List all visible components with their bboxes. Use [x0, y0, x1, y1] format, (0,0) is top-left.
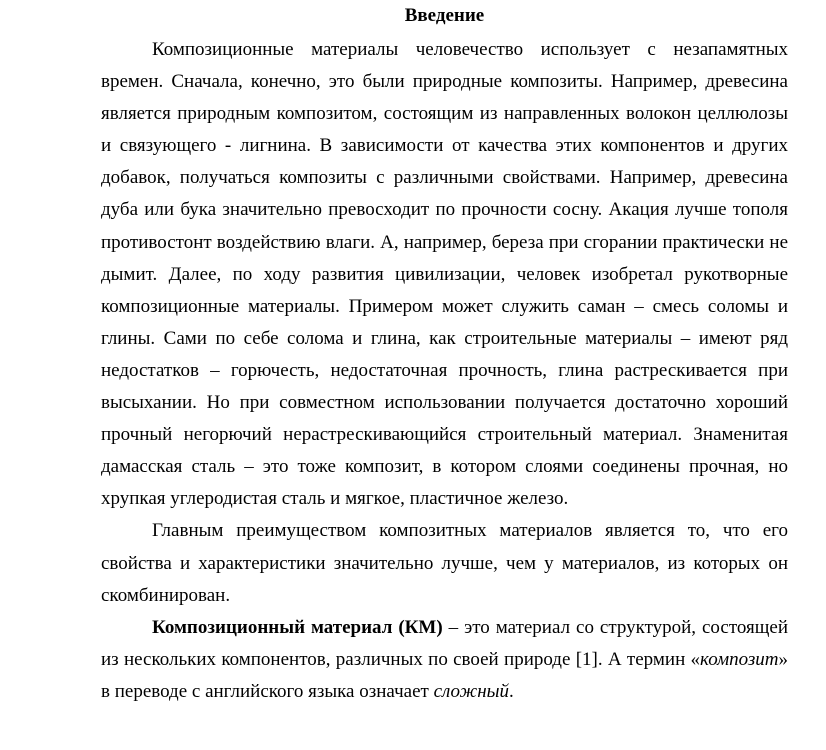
paragraph-advantage: Главным преимуществом композитных материалов является то, что его свойства и характеристики значительно лучше, чем у материалов, из которых он скомбинирован.: [101, 520, 788, 606]
document-title: Введение: [404, 5, 485, 26]
document-page: [101, 0, 788, 708]
defined-term: Композиционный материал (КМ): [152, 616, 443, 638]
paragraph-intro: Композиционные материалы человечество использует с незапамятных времен. Сначала, конечно, это были природные композиты. Например, древесина является природным композитом, состоящим из направленных волокон целлюлозы и связующего - лигнина. В зависимости от качества этих компонентов и других добавок, получаться композиты с различными свойствами. Например, древесина дуба или бука значительно превосходит по прочности сосну. Акация лучше тополя противостонт воздействию влаги. А, например, береза при сгорании практически не дымит. Далее, по ходу развития цивилизации, человек изобретал рукотворные композиционные материалы. Примером может служить саман – смесь соломы и глины. Сами по себе солома и глина, как строительные материалы – имеют ряд недостатков – горючесть, недостаточная прочность, глина растрескивается при высыхании. Но при совместном использовании получается достаточно хороший прочный негорючий нерастрескивающийся строительный материал. Знаменитая дамасская сталь – это тоже композит, в котором слоями соединены прочная, но хрупкая углеродистая сталь и мягкое, пластичное железо.: [101, 39, 788, 510]
sentence-end: .: [509, 680, 514, 702]
paragraph-definition: [101, 612, 788, 708]
definition-text: – это материал со структурой, состоящей из нескольких компонентов, различных по своей природе [1]. А термин «: [101, 616, 788, 670]
translation-text: » в переводе с английского языка означает: [101, 648, 788, 702]
italic-term-complex: сложный: [433, 680, 510, 702]
italic-term-composite: композит: [700, 648, 779, 670]
